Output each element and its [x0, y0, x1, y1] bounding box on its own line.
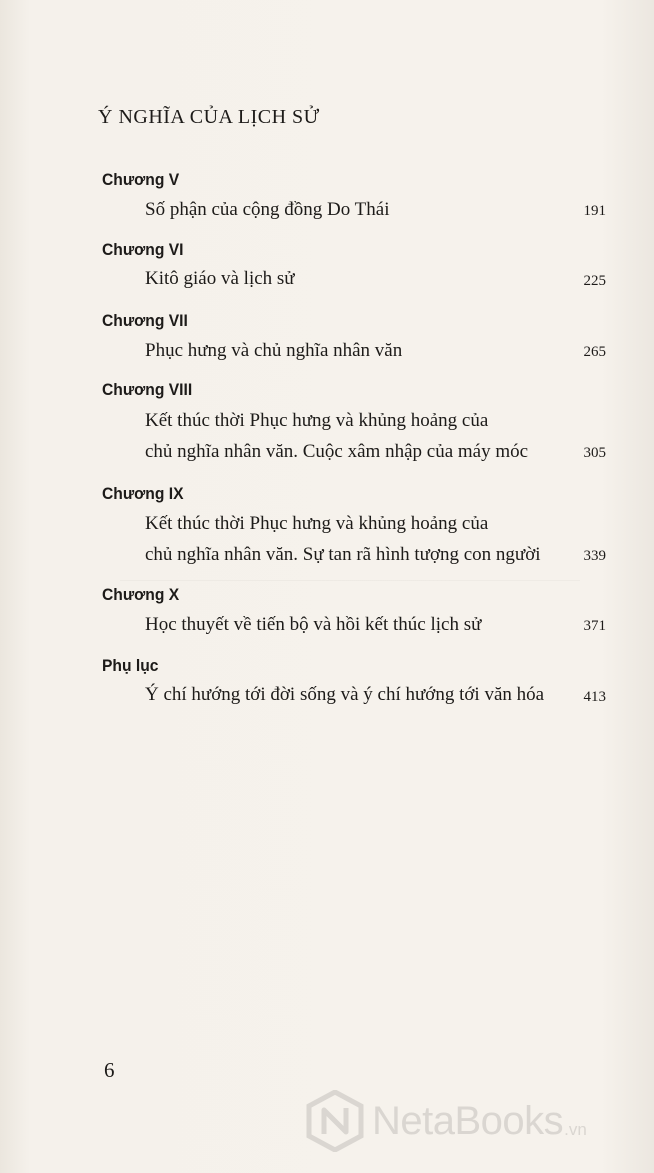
toc-chapter-label: Chương V: [102, 170, 180, 189]
toc-page-number: 191: [583, 203, 606, 219]
netabooks-logo-icon: [306, 1090, 364, 1152]
toc-page-number: 305: [583, 445, 606, 461]
toc-entry-title-line1: Kết thúc thời Phục hưng và khủng hoảng của: [145, 410, 489, 431]
toc-page-number: 371: [583, 618, 606, 634]
toc-entry-title: Phục hưng và chủ nghĩa nhân văn: [145, 340, 403, 361]
toc-page-number: 225: [583, 273, 606, 289]
toc-chapter-label: Chương X: [102, 585, 180, 604]
toc-chapter-label: Chương IX: [102, 484, 184, 503]
toc-entry-title-line2: chủ nghĩa nhân văn. Cuộc xâm nhập của máy móc: [145, 441, 529, 462]
toc-entry-title-line1: Kết thúc thời Phục hưng và khủng hoảng của: [145, 513, 489, 534]
toc-entry-title: Số phận của cộng đồng Do Thái: [145, 199, 390, 220]
toc-chapter-label: Chương VIII: [102, 380, 193, 399]
toc-entry-title-line2: chủ nghĩa nhân văn. Sự tan rã hình tượng con người: [145, 544, 541, 565]
watermark-suffix: .vn: [564, 1120, 587, 1139]
toc-chapter-label: Chương VII: [102, 311, 188, 330]
page-number: 6: [104, 1058, 115, 1082]
toc-page-number: 265: [583, 344, 606, 360]
toc-page-number: 339: [583, 548, 606, 564]
toc-entry-title: Học thuyết về tiến bộ và hồi kết thúc lịch sử: [145, 614, 482, 635]
watermark: [306, 1088, 646, 1154]
running-head: Ý NGHĨA CỦA LỊCH SỬ: [98, 106, 320, 128]
toc-entry-title: Kitô giáo và lịch sử: [145, 268, 295, 289]
toc-entry-title: Ý chí hướng tới đời sống và ý chí hướng tới văn hóa: [145, 684, 545, 705]
toc-chapter-label: Chương VI: [102, 240, 184, 259]
toc-appendix-label: Phụ lục: [102, 656, 159, 675]
toc-page-number: 413: [583, 689, 606, 705]
watermark-brand: NetaBooks: [372, 1098, 564, 1143]
